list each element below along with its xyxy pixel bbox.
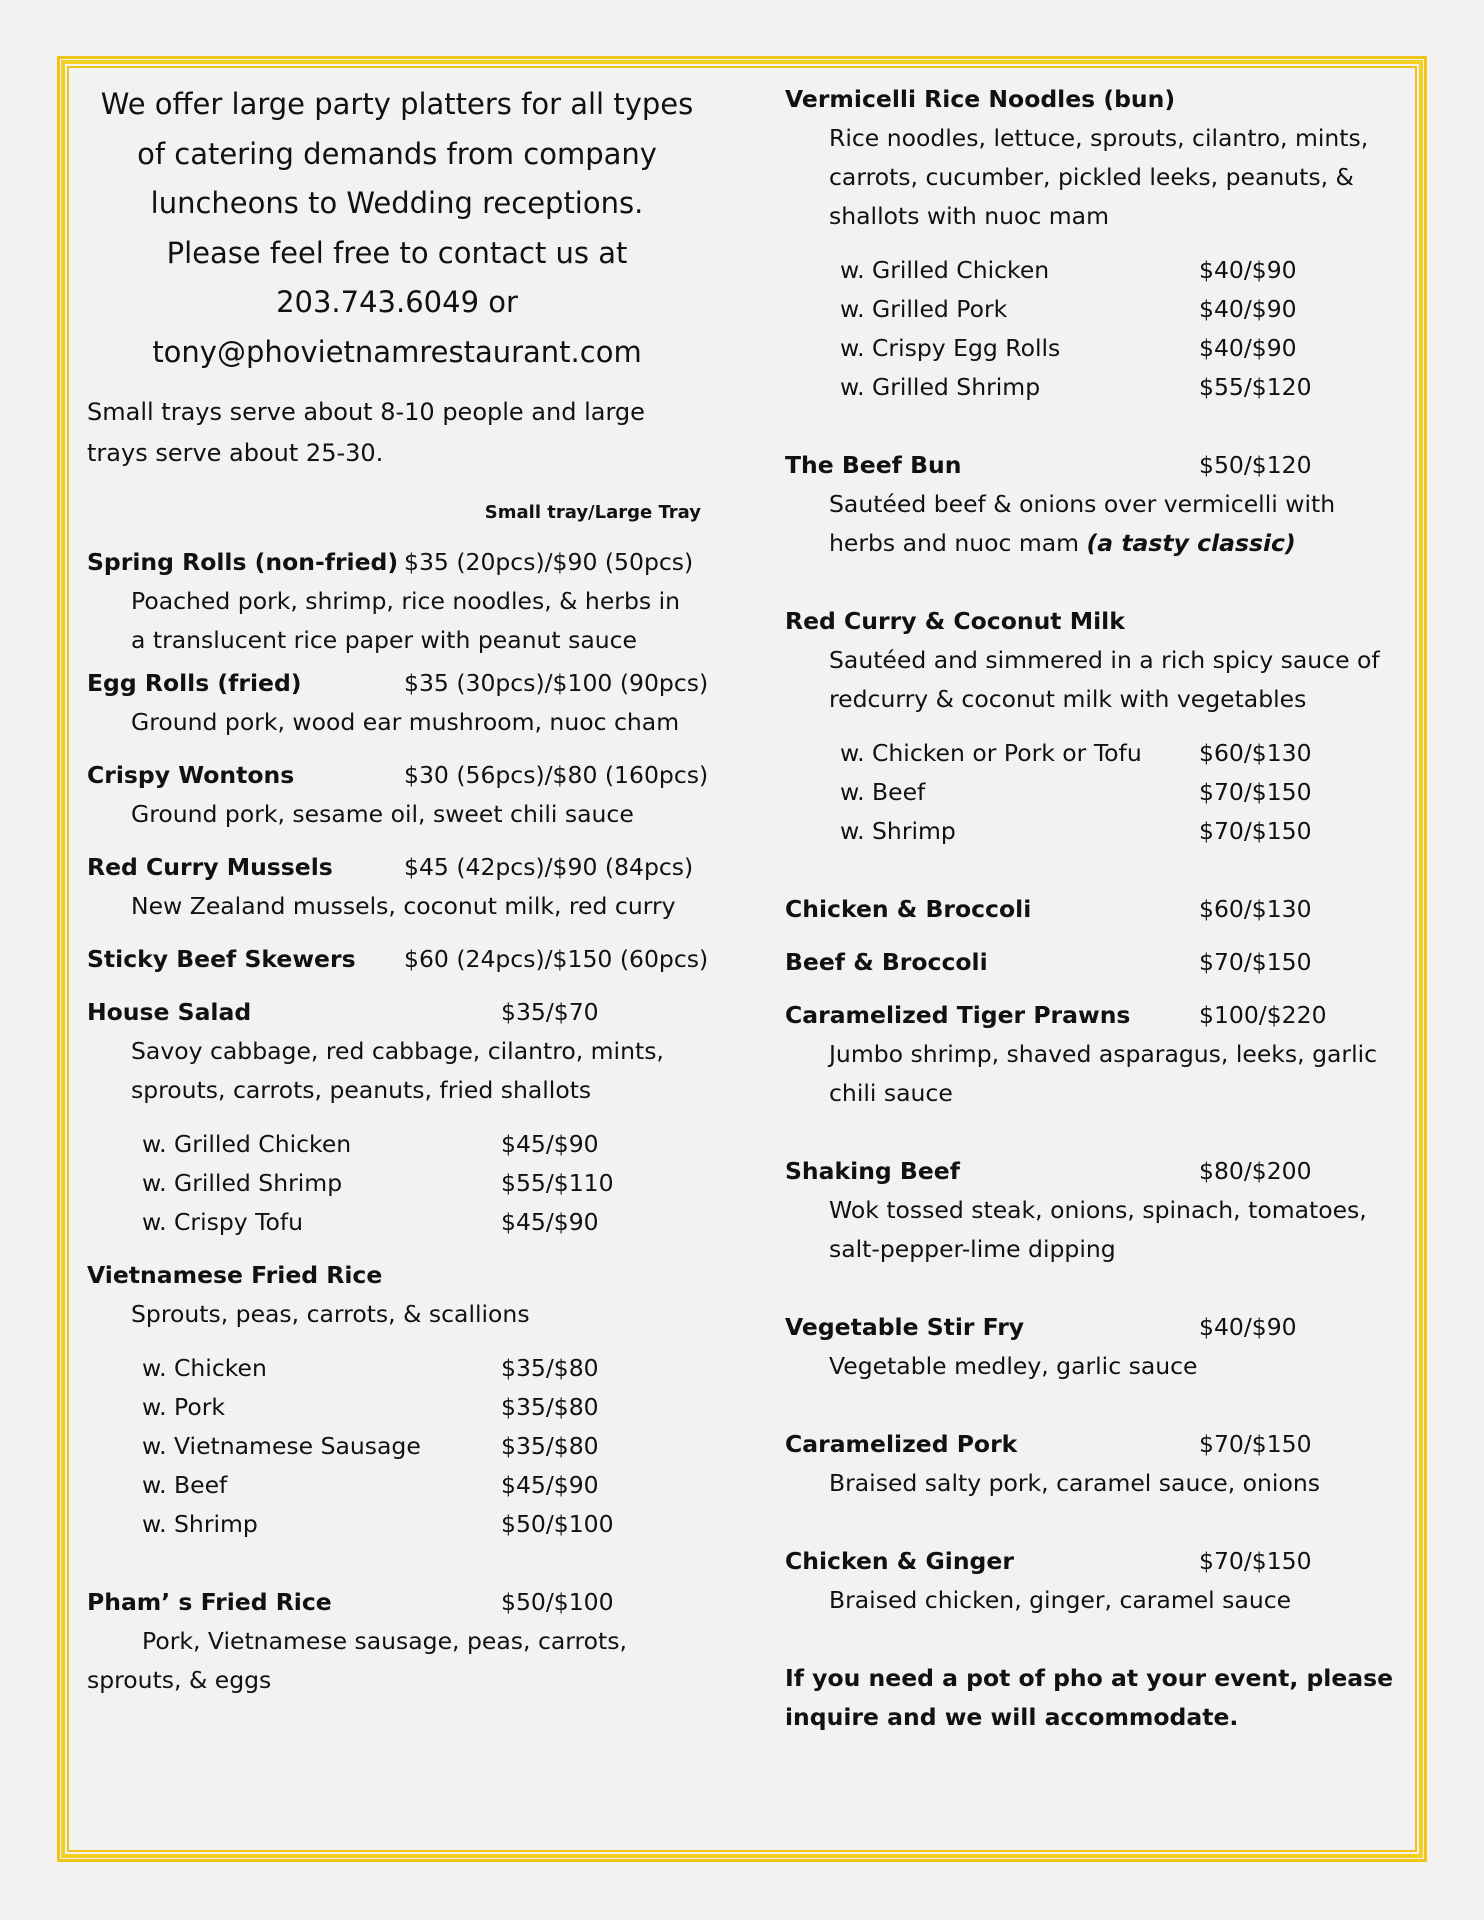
item-name: House Salad <box>87 998 252 1026</box>
item-price: $30 (56pcs)/$80 (160pcs) <box>404 761 709 789</box>
item-price: $50/$120 <box>1199 451 1312 479</box>
item-description: salt-pepper-lime dipping <box>829 1235 1116 1263</box>
item-name: Chicken & Broccoli <box>785 895 1032 923</box>
option-price: $60/$130 <box>1199 739 1312 767</box>
option-row <box>87 1466 707 1505</box>
menu-item-phams-fried-rice <box>87 1583 707 1700</box>
item-description: Rice noodles, lettuce, sprouts, cilantro, mints, <box>829 124 1369 152</box>
item-name: Egg Rolls (fried) <box>87 669 302 697</box>
option-name: w. Chicken <box>142 1354 267 1382</box>
item-name: Red Curry Mussels <box>87 853 333 881</box>
intro-text <box>87 80 707 377</box>
item-price: $70/$150 <box>1199 1547 1312 1575</box>
item-description: redcurry & coconut milk with vegetables <box>829 685 1307 713</box>
item-description: Jumbo shrimp, shaved asparagus, leeks, garlic <box>829 1040 1378 1068</box>
item-name: Pham’ s Fried Rice <box>87 1588 332 1616</box>
menu-item-crispy-wontons <box>87 756 707 834</box>
option-row <box>87 1164 707 1203</box>
menu-item-tiger-prawns <box>785 996 1395 1113</box>
item-description: a translucent rice paper with peanut sauce <box>131 626 638 654</box>
menu-item-red-curry-mussels <box>87 848 707 926</box>
item-description-text: herbs and nuoc mam <box>829 529 1087 557</box>
option-price: $70/$150 <box>1199 778 1312 806</box>
menu-item-chicken-broccoli <box>785 890 1395 929</box>
option-price: $40/$90 <box>1199 334 1297 362</box>
item-name: Vermicelli Rice Noodles (bun) <box>785 85 1176 113</box>
item-name: Sticky Beef Skewers <box>87 945 356 973</box>
option-name: w. Beef <box>840 778 926 806</box>
item-description: Vegetable medley, garlic sauce <box>829 1352 1198 1380</box>
option-row <box>785 734 1395 773</box>
option-name: w. Grilled Chicken <box>142 1130 352 1158</box>
tray-size-header: Small tray/Large Tray <box>484 502 701 523</box>
option-row <box>785 812 1395 851</box>
menu-item-vegetable-stir-fry <box>785 1308 1395 1386</box>
menu-item-red-curry <box>785 602 1395 851</box>
option-price: $45/$90 <box>501 1208 599 1236</box>
item-description: Wok tossed steak, onions, spinach, tomatoes, <box>829 1196 1367 1224</box>
item-description: New Zealand mussels, coconut milk, red curry <box>131 892 676 920</box>
option-name: w. Grilled Pork <box>840 295 1008 323</box>
option-name: w. Shrimp <box>840 817 956 845</box>
serving-note-line: Small trays serve about 8-10 people and large <box>87 398 645 426</box>
item-description: shallots with nuoc mam <box>829 202 1109 230</box>
pho-inquiry-line: If you need a pot of pho at your event, please <box>785 1664 1394 1692</box>
option-row <box>87 1505 707 1544</box>
item-price: $60/$130 <box>1199 895 1312 923</box>
menu-item-chicken-ginger <box>785 1542 1395 1620</box>
option-name: w. Crispy Egg Rolls <box>840 334 1061 362</box>
option-price: $35/$80 <box>501 1432 599 1460</box>
item-price: $40/$90 <box>1199 1313 1297 1341</box>
menu-item-caramelized-pork <box>785 1425 1395 1503</box>
intro-line: We offer large party platters for all types <box>100 87 694 121</box>
option-name: w. Vietnamese Sausage <box>142 1432 421 1460</box>
item-price: $45 (42pcs)/$90 (84pcs) <box>404 853 694 881</box>
option-row <box>87 1427 707 1466</box>
email-address: tony@phovietnamrestaurant.com <box>152 334 642 369</box>
option-price: $40/$90 <box>1199 295 1297 323</box>
menu-item-vermicelli <box>785 80 1395 407</box>
option-price: $50/$100 <box>501 1510 614 1538</box>
menu-item-shaking-beef <box>785 1152 1395 1269</box>
item-description: sprouts, carrots, peanuts, fried shallots <box>131 1076 592 1104</box>
item-description: Ground pork, wood ear mushroom, nuoc cham <box>131 708 680 736</box>
intro-line: Please feel free to contact us at <box>166 235 628 270</box>
pho-inquiry-line: inquire and we will accommodate. <box>785 1703 1239 1731</box>
item-price: $70/$150 <box>1199 1430 1312 1458</box>
option-price: $35/$80 <box>501 1393 599 1421</box>
item-name: Vietnamese Fried Rice <box>87 1261 383 1289</box>
item-price: $60 (24pcs)/$150 (60pcs) <box>404 945 709 973</box>
item-description: Braised chicken, ginger, caramel sauce <box>829 1586 1292 1614</box>
item-name: Caramelized Tiger Prawns <box>785 1001 1131 1029</box>
item-tagline: (a tasty classic) <box>1086 529 1296 557</box>
option-name: w. Pork <box>142 1393 225 1421</box>
option-row <box>87 1125 707 1164</box>
item-description <box>785 524 1395 563</box>
option-row <box>87 1388 707 1427</box>
option-row <box>87 1349 707 1388</box>
item-description: Sautéed beef & onions over vermicelli with <box>829 490 1336 518</box>
right-column <box>785 80 1395 1737</box>
option-row <box>785 329 1395 368</box>
option-price: $70/$150 <box>1199 817 1312 845</box>
item-name: Red Curry & Coconut Milk <box>785 607 1125 635</box>
item-name: Chicken & Ginger <box>785 1547 1014 1575</box>
menu-item-spring-rolls <box>87 543 707 660</box>
item-price: $50/$100 <box>501 1588 614 1616</box>
option-name: w. Chicken or Pork or Tofu <box>840 739 1142 767</box>
item-description: carrots, cucumber, pickled leeks, peanuts, & <box>829 163 1354 191</box>
option-name: w. Beef <box>142 1471 228 1499</box>
option-price: $45/$90 <box>501 1130 599 1158</box>
option-row <box>87 1203 707 1242</box>
serving-note-line: trays serve about 25-30. <box>87 439 384 467</box>
item-price: $35/$70 <box>501 998 599 1026</box>
pho-inquiry-note <box>785 1659 1395 1737</box>
item-name: Spring Rolls (non-fried) <box>87 548 399 576</box>
item-description: Sprouts, peas, carrots, & scallions <box>131 1300 530 1328</box>
option-row <box>785 773 1395 812</box>
menu-item-beef-broccoli <box>785 943 1395 982</box>
option-price: $45/$90 <box>501 1471 599 1499</box>
option-row <box>785 290 1395 329</box>
item-description: Sautéed and simmered in a rich spicy sauce of <box>829 646 1380 674</box>
item-price: $35 (30pcs)/$100 (90pcs) <box>404 669 709 697</box>
option-name: w. Crispy Tofu <box>142 1208 304 1236</box>
item-price: $80/$200 <box>1199 1157 1312 1185</box>
option-row <box>785 368 1395 407</box>
item-description: Ground pork, sesame oil, sweet chili sauce <box>131 800 634 828</box>
item-description: Braised salty pork, caramel sauce, onions <box>829 1469 1320 1497</box>
menu-item-sticky-beef-skewers <box>87 940 707 979</box>
menu-item-vietnamese-fried-rice <box>87 1256 707 1544</box>
item-description: Poached pork, shrimp, rice noodles, & herbs in <box>131 587 680 615</box>
option-name: w. Grilled Shrimp <box>142 1169 343 1197</box>
item-name: Caramelized Pork <box>785 1430 1018 1458</box>
option-name: w. Shrimp <box>142 1510 258 1538</box>
item-description: Savoy cabbage, red cabbage, cilantro, mints, <box>131 1037 664 1065</box>
item-price: $100/$220 <box>1199 1001 1327 1029</box>
item-description: Pork, Vietnamese sausage, peas, carrots, <box>142 1627 627 1655</box>
menu-item-beef-bun <box>785 446 1395 563</box>
option-price: $55/$120 <box>1199 373 1312 401</box>
phone-number: 203.743.6049 or <box>276 285 518 319</box>
menu-item-house-salad <box>87 993 707 1242</box>
option-name: w. Grilled Chicken <box>840 256 1050 284</box>
option-price: $35/$80 <box>501 1354 599 1382</box>
item-name: Vegetable Stir Fry <box>785 1313 1025 1341</box>
serving-note <box>87 392 707 474</box>
item-name: The Beef Bun <box>785 451 962 479</box>
item-price: $35 (20pcs)/$90 (50pcs) <box>404 548 694 576</box>
intro-line: of catering demands from company <box>137 136 657 171</box>
item-name: Beef & Broccoli <box>785 948 988 976</box>
option-row <box>785 251 1395 290</box>
left-column <box>87 80 707 1700</box>
intro-line: luncheons to Wedding receptions. <box>150 186 644 220</box>
option-name: w. Grilled Shrimp <box>840 373 1041 401</box>
menu-item-egg-rolls <box>87 664 707 742</box>
option-price: $55/$110 <box>501 1169 614 1197</box>
item-description: sprouts, & eggs <box>87 1666 272 1694</box>
item-description: chili sauce <box>829 1079 953 1107</box>
item-name: Crispy Wontons <box>87 761 295 789</box>
item-name: Shaking Beef <box>785 1157 960 1185</box>
item-price: $70/$150 <box>1199 948 1312 976</box>
option-price: $40/$90 <box>1199 256 1297 284</box>
